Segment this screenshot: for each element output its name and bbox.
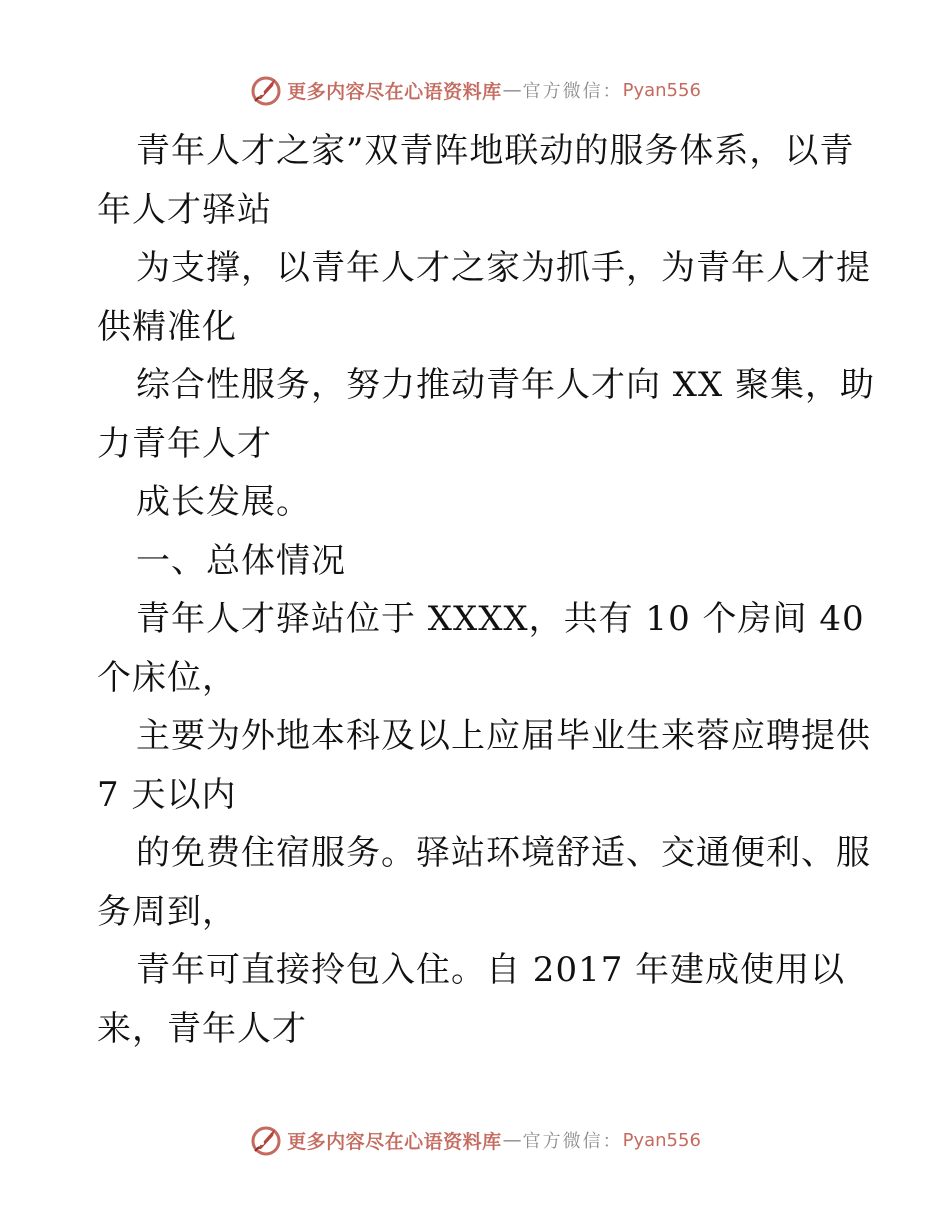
text-line: 青年人才之家”双青阵地联动的服务体系，以青 <box>136 131 855 171</box>
watermark-site-text: 更多内容尽在心语资料库 <box>287 1130 502 1153</box>
quill-logo-icon <box>249 73 283 107</box>
text-line: 为支撑，以青年人才之家为抓手，为青年人才提 <box>136 248 871 288</box>
text-line: 年人才驿站 <box>97 189 272 230</box>
watermark-wechat-id: Pyan556 <box>622 1129 701 1151</box>
document-body <box>97 122 876 1058</box>
text-line: 7 天以内 <box>97 774 237 815</box>
watermark-wechat-label: 官方微信： <box>522 81 623 102</box>
text-line: 青年人才驿站位于 XXXX，共有 10 个房间 40 <box>136 599 865 639</box>
text-line: 综合性服务，努力推动青年人才向 XX 聚集，助 <box>136 365 876 405</box>
text-line: 个床位， <box>97 657 237 698</box>
watermark-wechat-id: Pyan556 <box>622 79 701 101</box>
text-line: 成长发展。 <box>136 482 311 522</box>
watermark-wechat-label: 官方微信： <box>522 1131 623 1152</box>
text-line: 务周到， <box>97 891 237 932</box>
watermark-dash: — <box>502 1129 522 1151</box>
section-heading: 一、总体情况 <box>136 540 346 581</box>
text-line: 的免费住宿服务。驿站环境舒适、交通便利、服 <box>136 833 871 873</box>
text-line: 来，青年人才 <box>97 1008 307 1049</box>
footer-watermark <box>0 1120 950 1160</box>
watermark-dash: — <box>502 79 522 101</box>
text-line: 力青年人才 <box>97 423 272 464</box>
text-line: 主要为外地本科及以上应届毕业生来蓉应聘提供 <box>136 716 871 756</box>
text-line: 青年可直接拎包入住。自 2017 年建成使用以 <box>136 950 846 990</box>
header-watermark <box>0 70 950 110</box>
watermark-site-text: 更多内容尽在心语资料库 <box>287 80 502 103</box>
text-line: 供精准化 <box>97 306 237 347</box>
quill-logo-icon <box>249 1123 283 1157</box>
